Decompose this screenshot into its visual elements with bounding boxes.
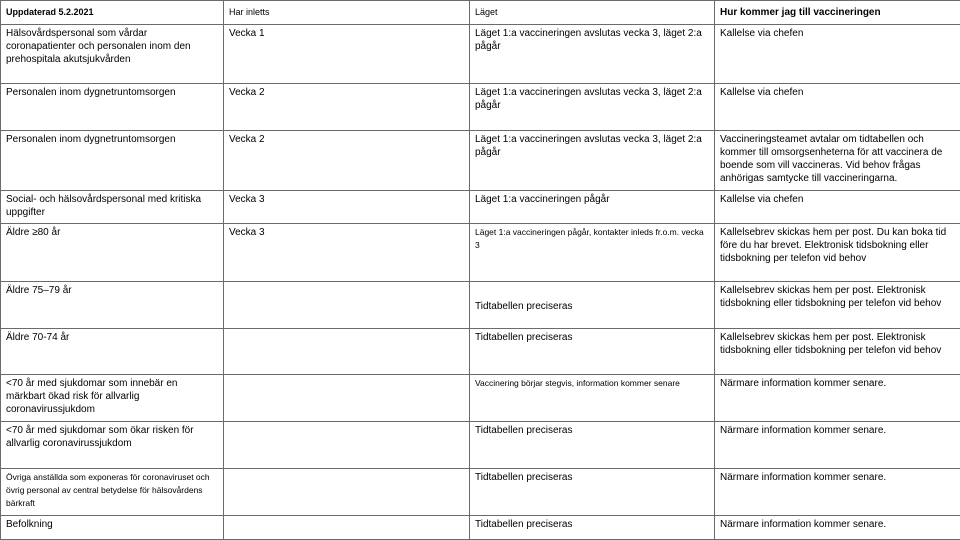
group-cell: <70 år med sjukdomar som ökar risken för allvarlig coronavirussjukdom [1, 422, 224, 469]
group-cell: Hälsovårdspersonal som vårdar coronapatienter och personalen inom den prehospitala akutsjukvården [1, 25, 224, 84]
how-cell: Kallelsebrev skickas hem per post. Du kan boka tid före du har brevet. Elektronisk tidsbokning eller tidsbokning per telefon vid behov [715, 224, 960, 282]
how-cell: Kallelse via chefen [715, 191, 960, 224]
status-cell: Läget 1:a vaccineringen pågår [470, 191, 715, 224]
status-cell: Tidtabellen preciseras [470, 516, 715, 540]
table-row [1, 131, 960, 191]
group-cell: Personalen inom dygnetruntomsorgen [1, 84, 224, 131]
group-cell: Övriga anställda som exponeras för coronaviruset och övrig personal av central betydelse för hälsovårdens bärkraft [1, 469, 224, 516]
started-cell: Vecka 3 [224, 224, 470, 282]
table-row [1, 282, 960, 329]
started-cell [224, 329, 470, 375]
group-cell: Äldre 70-74 år [1, 329, 224, 375]
table-row [1, 224, 960, 282]
how-cell: Närmare information kommer senare. [715, 375, 960, 422]
table-row [1, 25, 960, 84]
status-cell: Läget 1:a vaccineringen pågår, kontakter inleds fr.o.m. vecka 3 [470, 224, 715, 282]
status-cell: Läget 1:a vaccineringen avslutas vecka 3, läget 2:a pågår [470, 84, 715, 131]
group-cell: Social- och hälsovårdspersonal med kritiska uppgifter [1, 191, 224, 224]
table-row [1, 191, 960, 224]
status-cell: Tidtabellen preciseras [470, 282, 715, 329]
started-cell: Vecka 1 [224, 25, 470, 84]
status-cell: Tidtabellen preciseras [470, 422, 715, 469]
group-cell: Äldre ≥80 år [1, 224, 224, 282]
table-header-row [1, 1, 960, 25]
header-started: Har inletts [224, 1, 470, 25]
table-row [1, 375, 960, 422]
header-status: Läget [470, 1, 715, 25]
started-cell: Vecka 2 [224, 84, 470, 131]
group-cell: Personalen inom dygnetruntomsorgen [1, 131, 224, 191]
status-cell: Läget 1:a vaccineringen avslutas vecka 3, läget 2:a pågår [470, 131, 715, 191]
table-row [1, 516, 960, 540]
started-cell [224, 469, 470, 516]
started-cell [224, 375, 470, 422]
table-row [1, 422, 960, 469]
table-row [1, 329, 960, 375]
status-cell: Tidtabellen preciseras [470, 329, 715, 375]
how-cell: Kallelse via chefen [715, 25, 960, 84]
header-how: Hur kommer jag till vaccineringen [715, 1, 960, 25]
how-cell: Närmare information kommer senare. [715, 516, 960, 540]
group-cell: Befolkning [1, 516, 224, 540]
table-row [1, 469, 960, 516]
how-cell: Närmare information kommer senare. [715, 469, 960, 516]
header-updated: Uppdaterad 5.2.2021 [1, 1, 224, 25]
status-cell: Tidtabellen preciseras [470, 469, 715, 516]
started-cell: Vecka 3 [224, 191, 470, 224]
started-cell [224, 422, 470, 469]
group-cell: Äldre 75–79 år [1, 282, 224, 329]
how-cell: Kallelsebrev skickas hem per post. Elektronisk tidsbokning eller tidsbokning per telefon vid behov [715, 329, 960, 375]
status-cell: Vaccinering börjar stegvis, information kommer senare [470, 375, 715, 422]
started-cell: Vecka 2 [224, 131, 470, 191]
started-cell [224, 516, 470, 540]
status-cell: Läget 1:a vaccineringen avslutas vecka 3, läget 2:a pågår [470, 25, 715, 84]
how-cell: Kallelse via chefen [715, 84, 960, 131]
how-cell: Närmare information kommer senare. [715, 422, 960, 469]
how-cell: Kallelsebrev skickas hem per post. Elektronisk tidsbokning eller tidsbokning per telefon vid behov [715, 282, 960, 329]
how-cell: Vaccineringsteamet avtalar om tidtabellen och kommer till omsorgsenheterna för att vaccinera de boende som vill vaccineras. Vid behov frågas anhörigas samtycke till vaccineringarna. [715, 131, 960, 191]
group-cell: <70 år med sjukdomar som innebär en märkbart ökad risk för allvarlig coronavirussjukdom [1, 375, 224, 422]
started-cell [224, 282, 470, 329]
table-row [1, 84, 960, 131]
